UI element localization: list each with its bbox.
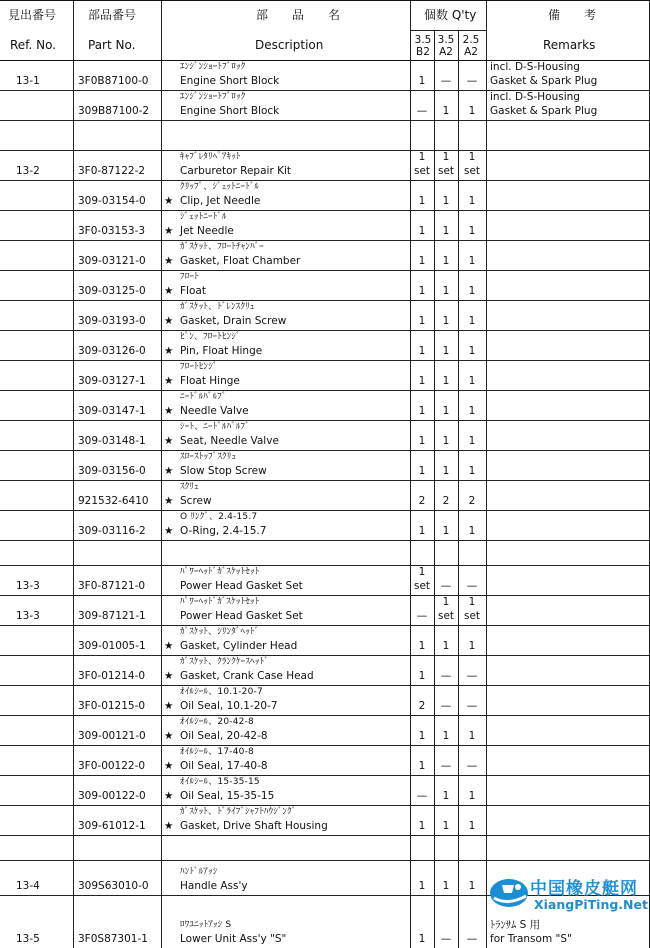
quantity-1: 1 bbox=[418, 566, 426, 578]
qty-col-1-top: 3.5 bbox=[414, 34, 432, 46]
quantity-2: 1 bbox=[442, 195, 450, 207]
site-watermark bbox=[482, 868, 650, 948]
quantity-3: 1 bbox=[468, 880, 476, 892]
part-number: 3F0-03153-3 bbox=[78, 225, 146, 237]
header-remarks-jp: 備 考 bbox=[548, 8, 597, 22]
part-number: 3F0-87122-2 bbox=[78, 165, 146, 177]
quantity-1: 1 bbox=[418, 933, 426, 945]
quantity-2: 2 bbox=[442, 495, 450, 507]
part-number: 309-03193-0 bbox=[78, 315, 146, 327]
part-number: 3F0S87301-1 bbox=[78, 933, 148, 945]
description-jp: ｷｬﾌﾞﾚﾀﾘﾍﾟｱｷｯﾄ bbox=[180, 152, 241, 162]
quantity-1: 1 bbox=[418, 640, 426, 652]
quantity-2: 1 bbox=[442, 880, 450, 892]
row-rule bbox=[0, 210, 650, 211]
description-en: Carburetor Repair Kit bbox=[180, 165, 292, 177]
quantity-2: 1 bbox=[442, 225, 450, 237]
ref-number: 13-3 bbox=[16, 580, 40, 592]
description-en: Oil Seal, 10.1-20-7 bbox=[180, 700, 278, 712]
qty-col-3-bottom: A2 bbox=[464, 46, 478, 58]
watermark-cn: 中国橡皮艇网 bbox=[530, 879, 638, 899]
row-rule bbox=[0, 0, 650, 1]
description-jp: ｼﾞｪｯﾄﾆｰﾄﾞﾙ bbox=[180, 212, 227, 222]
quantity-2: 1 bbox=[442, 405, 450, 417]
description-jp: ｶﾞｽｹｯﾄ、ﾄﾞﾚﾝｽｸﾘｭ bbox=[180, 302, 255, 312]
description-jp: ｵｲﾙｼｰﾙ、15-35-15 bbox=[180, 777, 260, 787]
quantity-unit: set bbox=[463, 165, 481, 177]
quantity-1: 2 bbox=[418, 700, 426, 712]
description-jp: ｼｰﾄ、ﾆｰﾄﾞﾙﾊﾞﾙﾌﾞ bbox=[180, 422, 250, 432]
kit-component-marker: ★ bbox=[164, 495, 174, 507]
description-jp: ｸﾘｯﾌﾟ、ｼﾞｪｯﾄﾆｰﾄﾞﾙ bbox=[180, 182, 260, 192]
description-en: Oil Seal, 15-35-15 bbox=[180, 790, 275, 802]
quantity-2: 1 bbox=[442, 525, 450, 537]
quantity-2: 1 bbox=[442, 285, 450, 297]
quantity-1: 1 bbox=[418, 760, 426, 772]
header-desc-en: Description bbox=[255, 38, 324, 52]
quantity-1: 1 bbox=[418, 75, 426, 87]
description-jp: ﾊﾝﾄﾞﾙｱｯｼ bbox=[180, 867, 218, 877]
quantity-3: 1 bbox=[468, 405, 476, 417]
kit-component-marker: ★ bbox=[164, 790, 174, 802]
quantity-3: 1 bbox=[468, 195, 476, 207]
remarks-line-1: incl. D-S-Housing bbox=[490, 61, 580, 73]
kit-component-marker: ★ bbox=[164, 315, 174, 327]
ref-number: 13-4 bbox=[16, 880, 40, 892]
quantity-2: — bbox=[440, 580, 452, 592]
quantity-3: 1 bbox=[468, 435, 476, 447]
part-number: 309-03154-0 bbox=[78, 195, 146, 207]
watermark-en: XiangPiTing.Net bbox=[534, 897, 648, 912]
row-rule bbox=[0, 805, 650, 806]
quantity-3: 1 bbox=[468, 465, 476, 477]
description-en: Oil Seal, 17-40-8 bbox=[180, 760, 268, 772]
quantity-1: 1 bbox=[418, 820, 426, 832]
row-rule bbox=[0, 480, 650, 481]
part-number: 309-03147-1 bbox=[78, 405, 146, 417]
header-remarks-en: Remarks bbox=[543, 38, 596, 52]
kit-component-marker: ★ bbox=[164, 730, 174, 742]
description-jp: ｴﾝｼﾞﾝｼｮｰﾄﾌﾞﾛｯｸ bbox=[180, 92, 246, 102]
description-en: Power Head Gasket Set bbox=[180, 610, 303, 622]
quantity-1: 1 bbox=[418, 435, 426, 447]
kit-component-marker: ★ bbox=[164, 375, 174, 387]
quantity-2: — bbox=[440, 700, 452, 712]
quantity-1: — bbox=[416, 105, 428, 117]
quantity-3: 1 bbox=[468, 730, 476, 742]
row-rule bbox=[0, 120, 650, 121]
description-en: Handle Ass'y bbox=[180, 880, 248, 892]
quantity-3: 1 bbox=[468, 285, 476, 297]
header-ref-jp: 見出番号 bbox=[8, 8, 57, 22]
description-jp: ﾋﾟﾝ、ﾌﾛｰﾄﾋﾝｼﾞ bbox=[180, 332, 241, 342]
quantity-1: 1 bbox=[418, 151, 426, 163]
kit-component-marker: ★ bbox=[164, 525, 174, 537]
row-rule bbox=[0, 420, 650, 421]
description-jp: ｵｲﾙｼｰﾙ、10.1-20-7 bbox=[180, 687, 263, 697]
row-rule bbox=[0, 180, 650, 181]
description-jp: ｶﾞｽｹｯﾄ、ﾄﾞﾗｲﾌﾞｼｬﾌﾄﾊｳｼﾞﾝｸﾞ bbox=[180, 807, 297, 817]
quantity-1: 1 bbox=[418, 345, 426, 357]
row-rule bbox=[0, 240, 650, 241]
quantity-1: 2 bbox=[418, 495, 426, 507]
quantity-3: 2 bbox=[468, 495, 476, 507]
quantity-1: 1 bbox=[418, 255, 426, 267]
quantity-2: 1 bbox=[442, 730, 450, 742]
kit-component-marker: ★ bbox=[164, 640, 174, 652]
quantity-3: — bbox=[466, 580, 478, 592]
quantity-unit: set bbox=[437, 165, 455, 177]
part-number: 309-03148-1 bbox=[78, 435, 146, 447]
part-number: 309-61012-1 bbox=[78, 820, 146, 832]
description-jp: ｽﾛｰｽﾄｯﾌﾟｽｸﾘｭ bbox=[180, 452, 237, 462]
part-number: 3F0-01214-0 bbox=[78, 670, 146, 682]
description-en: Clip, Jet Needle bbox=[180, 195, 261, 207]
quantity-2: — bbox=[440, 933, 452, 945]
remarks-line-2: Gasket & Spark Plug bbox=[490, 75, 598, 87]
quantity-unit: set bbox=[413, 580, 431, 592]
description-jp: ｶﾞｽｹｯﾄ、ｸﾗﾝｸｹｰｽﾍｯﾄﾞ bbox=[180, 657, 269, 667]
description-jp: ｴﾝｼﾞﾝｼｮｰﾄﾌﾞﾛｯｸ bbox=[180, 62, 246, 72]
part-number: 309S63010-0 bbox=[78, 880, 149, 892]
description-en: Oil Seal, 20-42-8 bbox=[180, 730, 268, 742]
qty-col-1-bottom: B2 bbox=[416, 46, 430, 58]
quantity-1: 1 bbox=[418, 375, 426, 387]
quantity-3: 1 bbox=[468, 525, 476, 537]
kit-component-marker: ★ bbox=[164, 760, 174, 772]
quantity-3: — bbox=[466, 75, 478, 87]
quantity-3: 1 bbox=[468, 790, 476, 802]
row-rule bbox=[0, 90, 650, 91]
row-rule bbox=[410, 30, 486, 31]
description-en: Lower Unit Ass'y "S" bbox=[180, 933, 287, 945]
part-number: 309-03156-0 bbox=[78, 465, 146, 477]
header-part-en: Part No. bbox=[88, 38, 136, 52]
quantity-1: 1 bbox=[418, 225, 426, 237]
description-en: Screw bbox=[180, 495, 212, 507]
quantity-1: 1 bbox=[418, 525, 426, 537]
row-rule bbox=[0, 450, 650, 451]
row-rule bbox=[0, 715, 650, 716]
qty-col-2-top: 3.5 bbox=[437, 34, 455, 46]
part-number: 3F0B87100-0 bbox=[78, 75, 149, 87]
part-number: 309B87100-2 bbox=[78, 105, 150, 117]
part-number: 309-03116-2 bbox=[78, 525, 146, 537]
row-rule bbox=[0, 835, 650, 836]
quantity-3: — bbox=[466, 933, 478, 945]
qty-col-2-bottom: A2 bbox=[439, 46, 453, 58]
description-jp: ﾆｰﾄﾞﾙﾊﾞﾙﾌﾞ bbox=[180, 392, 227, 402]
kit-component-marker: ★ bbox=[164, 225, 174, 237]
quantity-1: 1 bbox=[418, 730, 426, 742]
part-number: 309-00122-0 bbox=[78, 790, 146, 802]
description-jp: ｶﾞｽｹｯﾄ、ｼﾘﾝﾀﾞﾍｯﾄﾞ bbox=[180, 627, 260, 637]
ref-number: 13-1 bbox=[16, 75, 40, 87]
part-number: 309-00121-0 bbox=[78, 730, 146, 742]
description-en: Power Head Gasket Set bbox=[180, 580, 303, 592]
kit-component-marker: ★ bbox=[164, 405, 174, 417]
part-number: 3F0-01215-0 bbox=[78, 700, 146, 712]
quantity-2: — bbox=[440, 760, 452, 772]
quantity-2: 1 bbox=[442, 345, 450, 357]
quantity-3: 1 bbox=[468, 375, 476, 387]
quantity-1: 1 bbox=[418, 405, 426, 417]
row-rule bbox=[0, 390, 650, 391]
quantity-3: 1 bbox=[468, 151, 476, 163]
quantity-3: 1 bbox=[468, 105, 476, 117]
header-part-jp: 部品番号 bbox=[88, 8, 137, 22]
quantity-2: — bbox=[440, 75, 452, 87]
qty-col-3-top: 2.5 bbox=[462, 34, 480, 46]
row-rule bbox=[0, 60, 650, 61]
part-number: 309-03125-0 bbox=[78, 285, 146, 297]
kit-component-marker: ★ bbox=[164, 820, 174, 832]
row-rule bbox=[0, 150, 650, 151]
ref-number: 13-3 bbox=[16, 610, 40, 622]
quantity-unit: set bbox=[437, 610, 455, 622]
quantity-2: 1 bbox=[442, 465, 450, 477]
description-en: Gasket, Float Chamber bbox=[180, 255, 301, 267]
part-number: 309-03121-0 bbox=[78, 255, 146, 267]
row-rule bbox=[0, 300, 650, 301]
part-number: 309-03127-1 bbox=[78, 375, 146, 387]
row-rule bbox=[0, 330, 650, 331]
kit-component-marker: ★ bbox=[164, 435, 174, 447]
description-jp: ﾌﾛｰﾄﾋﾝｼﾞ bbox=[180, 362, 218, 372]
part-number: 3F0-87121-0 bbox=[78, 580, 146, 592]
description-en: Float bbox=[180, 285, 206, 297]
quantity-2: 1 bbox=[442, 375, 450, 387]
description-en: Gasket, Crank Case Head bbox=[180, 670, 314, 682]
kit-component-marker: ★ bbox=[164, 285, 174, 297]
quantity-3: 1 bbox=[468, 315, 476, 327]
description-en: Gasket, Drain Screw bbox=[180, 315, 287, 327]
quantity-1: 1 bbox=[418, 195, 426, 207]
remarks-line-1: ﾄﾗﾝｻﾑ S 用 bbox=[490, 919, 541, 931]
quantity-1: 1 bbox=[418, 315, 426, 327]
part-number: 309-01005-1 bbox=[78, 640, 146, 652]
part-number: 309-87121-1 bbox=[78, 610, 146, 622]
kit-component-marker: ★ bbox=[164, 670, 174, 682]
description-jp: O ﾘﾝｸﾞ、2.4-15.7 bbox=[180, 512, 258, 522]
row-rule bbox=[0, 540, 650, 541]
quantity-3: — bbox=[466, 760, 478, 772]
quantity-unit: set bbox=[463, 610, 481, 622]
quantity-1: — bbox=[416, 610, 428, 622]
kit-component-marker: ★ bbox=[164, 345, 174, 357]
ref-number: 13-5 bbox=[16, 933, 40, 945]
ref-number: 13-2 bbox=[16, 165, 40, 177]
quantity-2: — bbox=[440, 670, 452, 682]
description-jp: ｽｸﾘｭ bbox=[180, 482, 199, 492]
description-en: Gasket, Drive Shaft Housing bbox=[180, 820, 328, 832]
remarks-line-2: for Transom "S" bbox=[490, 933, 572, 945]
description-en: Gasket, Cylinder Head bbox=[180, 640, 298, 652]
header-desc-jp: 部 品 名 bbox=[256, 8, 341, 22]
row-rule bbox=[0, 360, 650, 361]
quantity-2: 1 bbox=[442, 151, 450, 163]
description-jp: ﾊﾟﾜｰﾍｯﾄﾞｶﾞｽｹｯﾄｾｯﾄ bbox=[180, 597, 260, 607]
kit-component-marker: ★ bbox=[164, 195, 174, 207]
quantity-unit: set bbox=[413, 165, 431, 177]
kit-component-marker: ★ bbox=[164, 255, 174, 267]
kit-component-marker: ★ bbox=[164, 465, 174, 477]
description-jp: ﾌﾛｰﾄ bbox=[180, 272, 199, 282]
quantity-2: 1 bbox=[442, 255, 450, 267]
description-en: Needle Valve bbox=[180, 405, 249, 417]
part-number: 3F0-00122-0 bbox=[78, 760, 146, 772]
quantity-2: 1 bbox=[442, 596, 450, 608]
description-en: Slow Stop Screw bbox=[180, 465, 267, 477]
row-rule bbox=[0, 510, 650, 511]
quantity-2: 1 bbox=[442, 820, 450, 832]
quantity-2: 1 bbox=[442, 435, 450, 447]
description-jp: ｶﾞｽｹｯﾄ、ﾌﾛｰﾄﾁｬﾝﾊﾞｰ bbox=[180, 242, 265, 252]
quantity-3: 1 bbox=[468, 345, 476, 357]
description-en: Seat, Needle Valve bbox=[180, 435, 279, 447]
quantity-1: 1 bbox=[418, 670, 426, 682]
quantity-3: — bbox=[466, 700, 478, 712]
description-en: Engine Short Block bbox=[180, 75, 280, 87]
row-rule bbox=[0, 860, 650, 861]
quantity-3: 1 bbox=[468, 820, 476, 832]
kit-component-marker: ★ bbox=[164, 700, 174, 712]
part-number: 309-03126-0 bbox=[78, 345, 146, 357]
quantity-2: 1 bbox=[442, 105, 450, 117]
quantity-3: 1 bbox=[468, 640, 476, 652]
quantity-1: — bbox=[416, 790, 428, 802]
description-en: Jet Needle bbox=[180, 225, 234, 237]
description-jp: ﾊﾟﾜｰﾍｯﾄﾞｶﾞｽｹｯﾄｾｯﾄ bbox=[180, 567, 260, 577]
description-jp: ｵｲﾙｼｰﾙ、17-40-8 bbox=[180, 747, 254, 757]
description-jp: ｵｲﾙｼｰﾙ、20-42-8 bbox=[180, 717, 254, 727]
description-jp: ﾛﾜﾕﾆｯﾄｱｯｼ S bbox=[180, 920, 232, 930]
quantity-3: 1 bbox=[468, 225, 476, 237]
quantity-1: 1 bbox=[418, 285, 426, 297]
row-rule bbox=[0, 595, 650, 596]
description-en: Float Hinge bbox=[180, 375, 240, 387]
row-rule bbox=[0, 685, 650, 686]
row-rule bbox=[0, 775, 650, 776]
quantity-3: 1 bbox=[468, 596, 476, 608]
quantity-2: 1 bbox=[442, 315, 450, 327]
row-rule bbox=[0, 625, 650, 626]
row-rule bbox=[0, 270, 650, 271]
quantity-2: 1 bbox=[442, 790, 450, 802]
remarks-line-2: Gasket & Spark Plug bbox=[490, 105, 598, 117]
row-rule bbox=[0, 565, 650, 566]
row-rule bbox=[0, 655, 650, 656]
column-rule bbox=[458, 30, 459, 948]
part-number: 921532-6410 bbox=[78, 495, 149, 507]
description-en: Pin, Float Hinge bbox=[180, 345, 263, 357]
quantity-2: 1 bbox=[442, 640, 450, 652]
header-ref-en: Ref. No. bbox=[10, 38, 57, 52]
header-qty: 個数 Q'ty bbox=[424, 8, 477, 22]
description-en: Engine Short Block bbox=[180, 105, 280, 117]
quantity-1: 1 bbox=[418, 465, 426, 477]
column-rule bbox=[434, 30, 435, 948]
row-rule bbox=[0, 745, 650, 746]
boat-logo-icon bbox=[488, 876, 532, 910]
remarks-line-1: incl. D-S-Housing bbox=[490, 91, 580, 103]
quantity-3: — bbox=[466, 670, 478, 682]
quantity-1: 1 bbox=[418, 880, 426, 892]
quantity-3: 1 bbox=[468, 255, 476, 267]
description-en: O-Ring, 2.4-15.7 bbox=[180, 525, 267, 537]
